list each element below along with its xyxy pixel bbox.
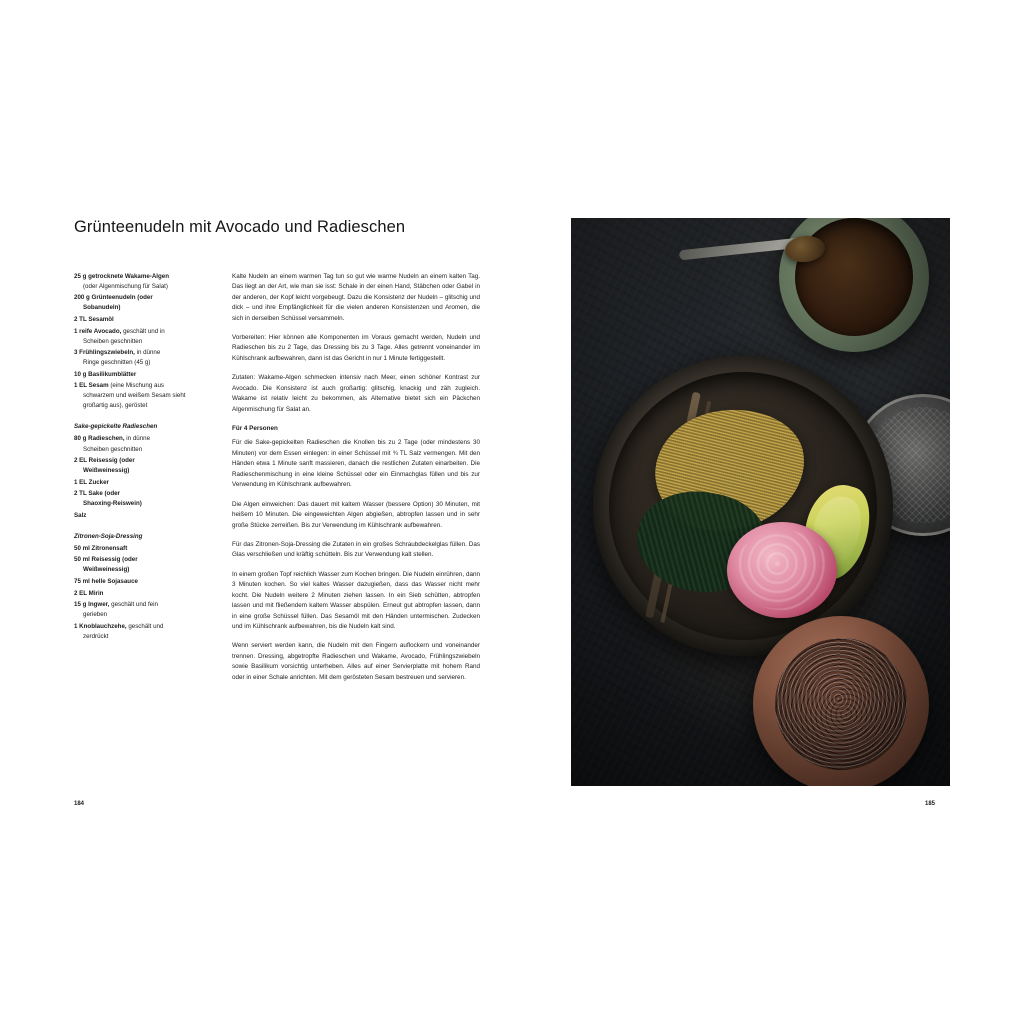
- ingredient-item: 200 g Grünteenudeln (oder Sobanudeln): [74, 294, 153, 312]
- folio-right: 185: [925, 801, 936, 807]
- ingredient-item: 50 ml Reisessig (oder Weißweinessig): [74, 556, 138, 574]
- ingredient-item: 10 g Basilikumblätter: [74, 370, 137, 378]
- ingredients-column: [74, 272, 210, 683]
- two-column-layout: [74, 272, 486, 683]
- ingredient-item: 75 ml helle Sojasauce: [74, 578, 138, 586]
- ingredient-item: 1 Knoblauchzehe, geschält und zerdrückt: [74, 622, 164, 640]
- page-title: Grünteenudeln mit Avocado und Radieschen: [74, 218, 406, 236]
- servings-heading: Für 4 Personen: [232, 425, 278, 433]
- ingredient-item: 2 EL Reisessig (oder Weißweinessig): [74, 457, 135, 475]
- ingredient-item: 25 g getrocknete Wakame-Algen (oder Algenmischung für Salat): [74, 272, 170, 290]
- step-paragraph: Für die Sake-gepickelten Radieschen die Knollen bis zu 2 Tage (oder mindestens 30 Minuten) vor dem Essen einlegen: in einer Schüssel mit ¾ TL Salz vermengen. Mit den Händen etwa 1 Minute sanft massieren, danach die restlichen Zutaten einarbeiten. Die Radieschenmischung in eine kleine Schüssel oder ein Einmachglas füllen und bis zur Verwendung im Kühlschrank aufbewahren.: [232, 439, 480, 489]
- ingredient-item: 50 ml Zitronensaft: [74, 544, 128, 552]
- ingredient-item: 3 Frühlingszwiebeln, in dünne Ringe geschnitten (45 g): [74, 349, 161, 367]
- ingredient-group-subtitle: Sake-gepickelte Radieschen: [74, 423, 158, 431]
- step-paragraph: Für das Zitronen-Soja-Dressing die Zutaten in ein großes Schraubdeckelglas füllen. Das Glas verschließen und kräftig schütteln. Bis zur Verwendung kalt stellen.: [232, 540, 480, 559]
- ingredient-group: [74, 272, 210, 412]
- body-column: [232, 272, 480, 683]
- ingredient-item: 1 reife Avocado, geschält und in Scheiben geschnitten: [74, 327, 165, 345]
- ingredient-item: 2 TL Sesamöl: [74, 315, 114, 323]
- ingredient-group-subtitle: Zitronen-Soja-Dressing: [74, 532, 143, 540]
- ingredient-item: 2 TL Sake (oder Shaoxing-Reiswein): [74, 490, 142, 508]
- recipe-photograph: [571, 218, 950, 786]
- ingredient-group: [74, 422, 210, 520]
- ingredient-item: 15 g Ingwer, geschält und fein gerieben: [74, 601, 158, 619]
- prep-paragraph: Vorbereiten: Hier können alle Komponenten im Voraus gemacht werden, Nudeln und Radieschen bis zu 2 Tage, das Dressing bis zu 3 Tage. Alles getrennt voneinander im Kühlschrank aufbewahren, dann ist das Gericht in nur 1 Minute fertiggestellt.: [232, 333, 480, 362]
- step-paragraph: Die Algen einweichen: Das dauert mit kaltem Wasser (bessere Option) 30 Minuten, mit heißem 10 Minuten. Die eingeweichten Algen abgießen, abtropfen lassen und in sehr große Stücke zerreißen. Bis zur Verwendung im Kühlschrank aufbewahren.: [232, 500, 480, 529]
- intro-paragraph: Kalte Nudeln an einem warmen Tag tun so gut wie warme Nudeln an einem kalten Tag. Das liegt an der Art, wie man sie isst: Schale in der einen Hand, Stäbchen oder Gabel in der anderen, der Kopf leicht vorgebeugt. Dazu die Konsistenz der Nudeln – glitschig und dick – und ihre Empfänglichkeit für die vielen anderen Konsistenzen und Aromen, die sich in derselben Schüssel versammeln.: [232, 272, 480, 322]
- photo-background: [571, 218, 950, 786]
- photo-vignette: [571, 218, 950, 786]
- step-paragraph: Wenn serviert werden kann, die Nudeln mit den Fingern auflockern und voneinander trennen. Dressing, abgetropfte Radieschen und Wakame, Avocado, Frühlingszwiebeln sowie Basilikum vorsichtig unterheben. Alles auf einer Servierplatte mit hohem Rand oder in einer Schale anrichten. Mit dem gerösteten Sesam bestreuen und servieren.: [232, 642, 480, 681]
- ingredient-item: 1 EL Sesam (eine Mischung aus schwarzem und weißem Sesam sieht großartig aus), geröstet: [74, 382, 186, 410]
- folio-left: 184: [74, 801, 85, 807]
- left-page: [74, 218, 486, 818]
- ingredient-item: Salz: [74, 511, 87, 519]
- ingredient-group: [74, 532, 210, 642]
- ingredient-item: 80 g Radieschen, in dünne Scheiben geschnitten: [74, 435, 151, 453]
- ingredient-item: 1 EL Zucker: [74, 478, 109, 486]
- ingredient-item: 2 EL Mirin: [74, 589, 104, 597]
- step-paragraph: In einem großen Topf reichlich Wasser zum Kochen bringen. Die Nudeln einrühren, dann 3 Minuten kochen. So viel kaltes Wasser dazugießen, dass das Wasser nicht mehr kocht. Die Nudeln weitere 2 Minuten ziehen lassen. In ein Sieb schütten, abtropfen lassen und mit fließendem kaltem Wasser abspülen. Erneut gut abtropfen lassen, dann in eine große Schüssel füllen. Das Sesamöl mit den Händen untermischen. Zudecken und im Kühlschrank aufbewahren, bis die Nudeln kalt sind.: [232, 570, 480, 631]
- ingredients-note-paragraph: Zutaten: Wakame-Algen schmecken intensiv nach Meer, einen schöner Kontrast zur Avocado. Die Konsistenz ist auch großartig: glitschig, knackig und zäh zugleich. Wakame ist relativ leicht zu bekommen, als Alternative bietet sich ein Päckchen Algenmischung für Salat an.: [232, 374, 480, 413]
